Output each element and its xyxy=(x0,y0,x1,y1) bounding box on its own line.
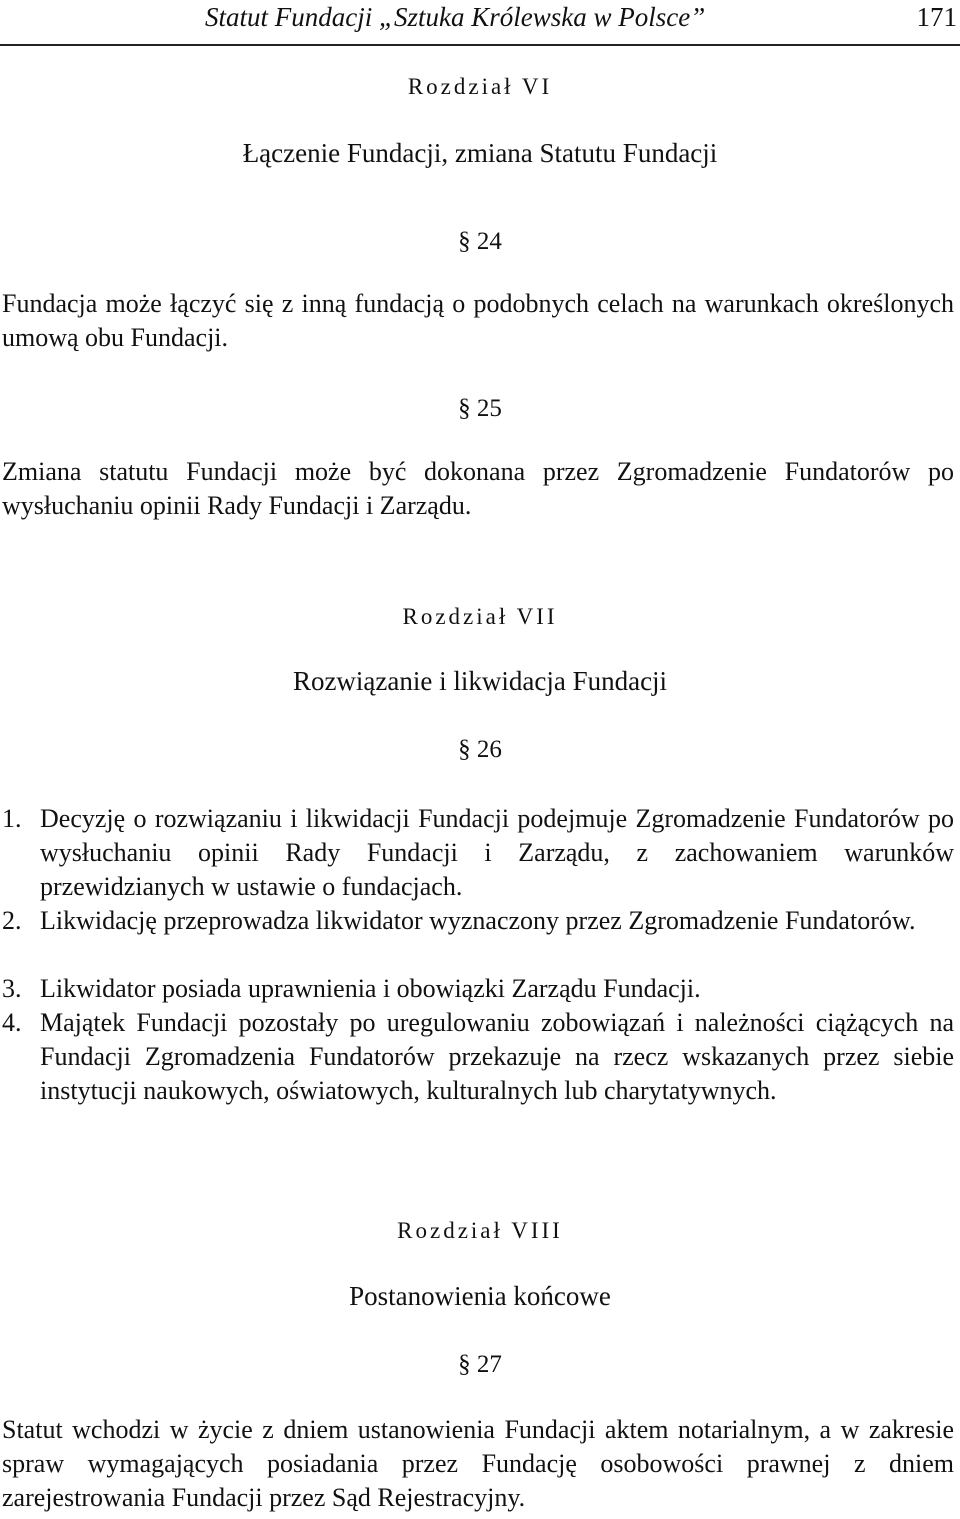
section-24-number: § 24 xyxy=(458,228,502,255)
item-text: Majątek Fundacji pozostały po uregulowaniu zobowiązań i należności ciążących na Fundacji Zgromadzenia Fundatorów przekazuje na rzecz wskazanych przez siebie instytucji naukowych, oświatowych, kulturalnych lub charytatywnych. xyxy=(40,1008,954,1105)
section-24-text: Fundacja może łączyć się z inną fundacją o podobnych celach na warunkach określonych umową obu Fundacji. xyxy=(2,289,954,352)
chapter-8-title: Postanowienia końcowe xyxy=(349,1281,611,1311)
section-25-number: § 25 xyxy=(458,395,502,422)
chapter-7-title: Rozwiązanie i likwidacja Fundacji xyxy=(292,666,668,696)
section-26-number: § 26 xyxy=(458,736,502,763)
section-26-item-2 xyxy=(2,904,954,938)
section-25-text: Zmiana statutu Fundacji może być dokonana przez Zgromadzenie Fundatorów po wysłuchaniu opinii Rady Fundacji i Zarządu. xyxy=(2,457,954,520)
item-number: 2. xyxy=(2,906,22,935)
item-text: Likwidację przeprowadza likwidator wyznaczony przez Zgromadzenie Fundatorów. xyxy=(40,906,916,935)
page-number: 171 xyxy=(916,2,957,32)
item-number: 1. xyxy=(2,804,22,833)
chapter-6-title: Łączenie Fundacji, zmiana Statutu Fundacji xyxy=(242,138,718,168)
chapter-6-label: Rozdział VI xyxy=(407,74,553,99)
section-27-number: § 27 xyxy=(458,1351,502,1378)
running-header xyxy=(0,0,960,46)
running-title: Statut Fundacji „Sztuka Królewska w Polsce” xyxy=(205,2,706,32)
item-text: Likwidator posiada uprawnienia i obowiązki Zarządu Fundacji. xyxy=(40,974,701,1003)
section-27-text: Statut wchodzi w życie z dniem ustanowienia Fundacji aktem notarialnym, a w zakresie spraw wymagających posiadania przez Fundację osobowości prawnej z dniem zarejestrowania Fundacji przez Sąd Rejestracyjny. xyxy=(2,1415,954,1512)
item-number: 3. xyxy=(2,974,22,1003)
item-number: 4. xyxy=(2,1008,22,1037)
chapter-7-label: Rozdział VII xyxy=(402,604,558,629)
section-26-item-3 xyxy=(2,972,954,1006)
section-26-item-4 xyxy=(2,1006,954,1108)
item-text: Decyzję o rozwiązaniu i likwidacji Fundacji podejmuje Zgromadzenie Fundatorów po wysłuchaniu opinii Rady Fundacji i Zarządu, z zachowaniem warunków przewidzianych w ustawie o fundacjach. xyxy=(40,804,954,901)
section-26-item-1 xyxy=(2,802,954,904)
chapter-8-label: Rozdział VIII xyxy=(397,1218,563,1243)
